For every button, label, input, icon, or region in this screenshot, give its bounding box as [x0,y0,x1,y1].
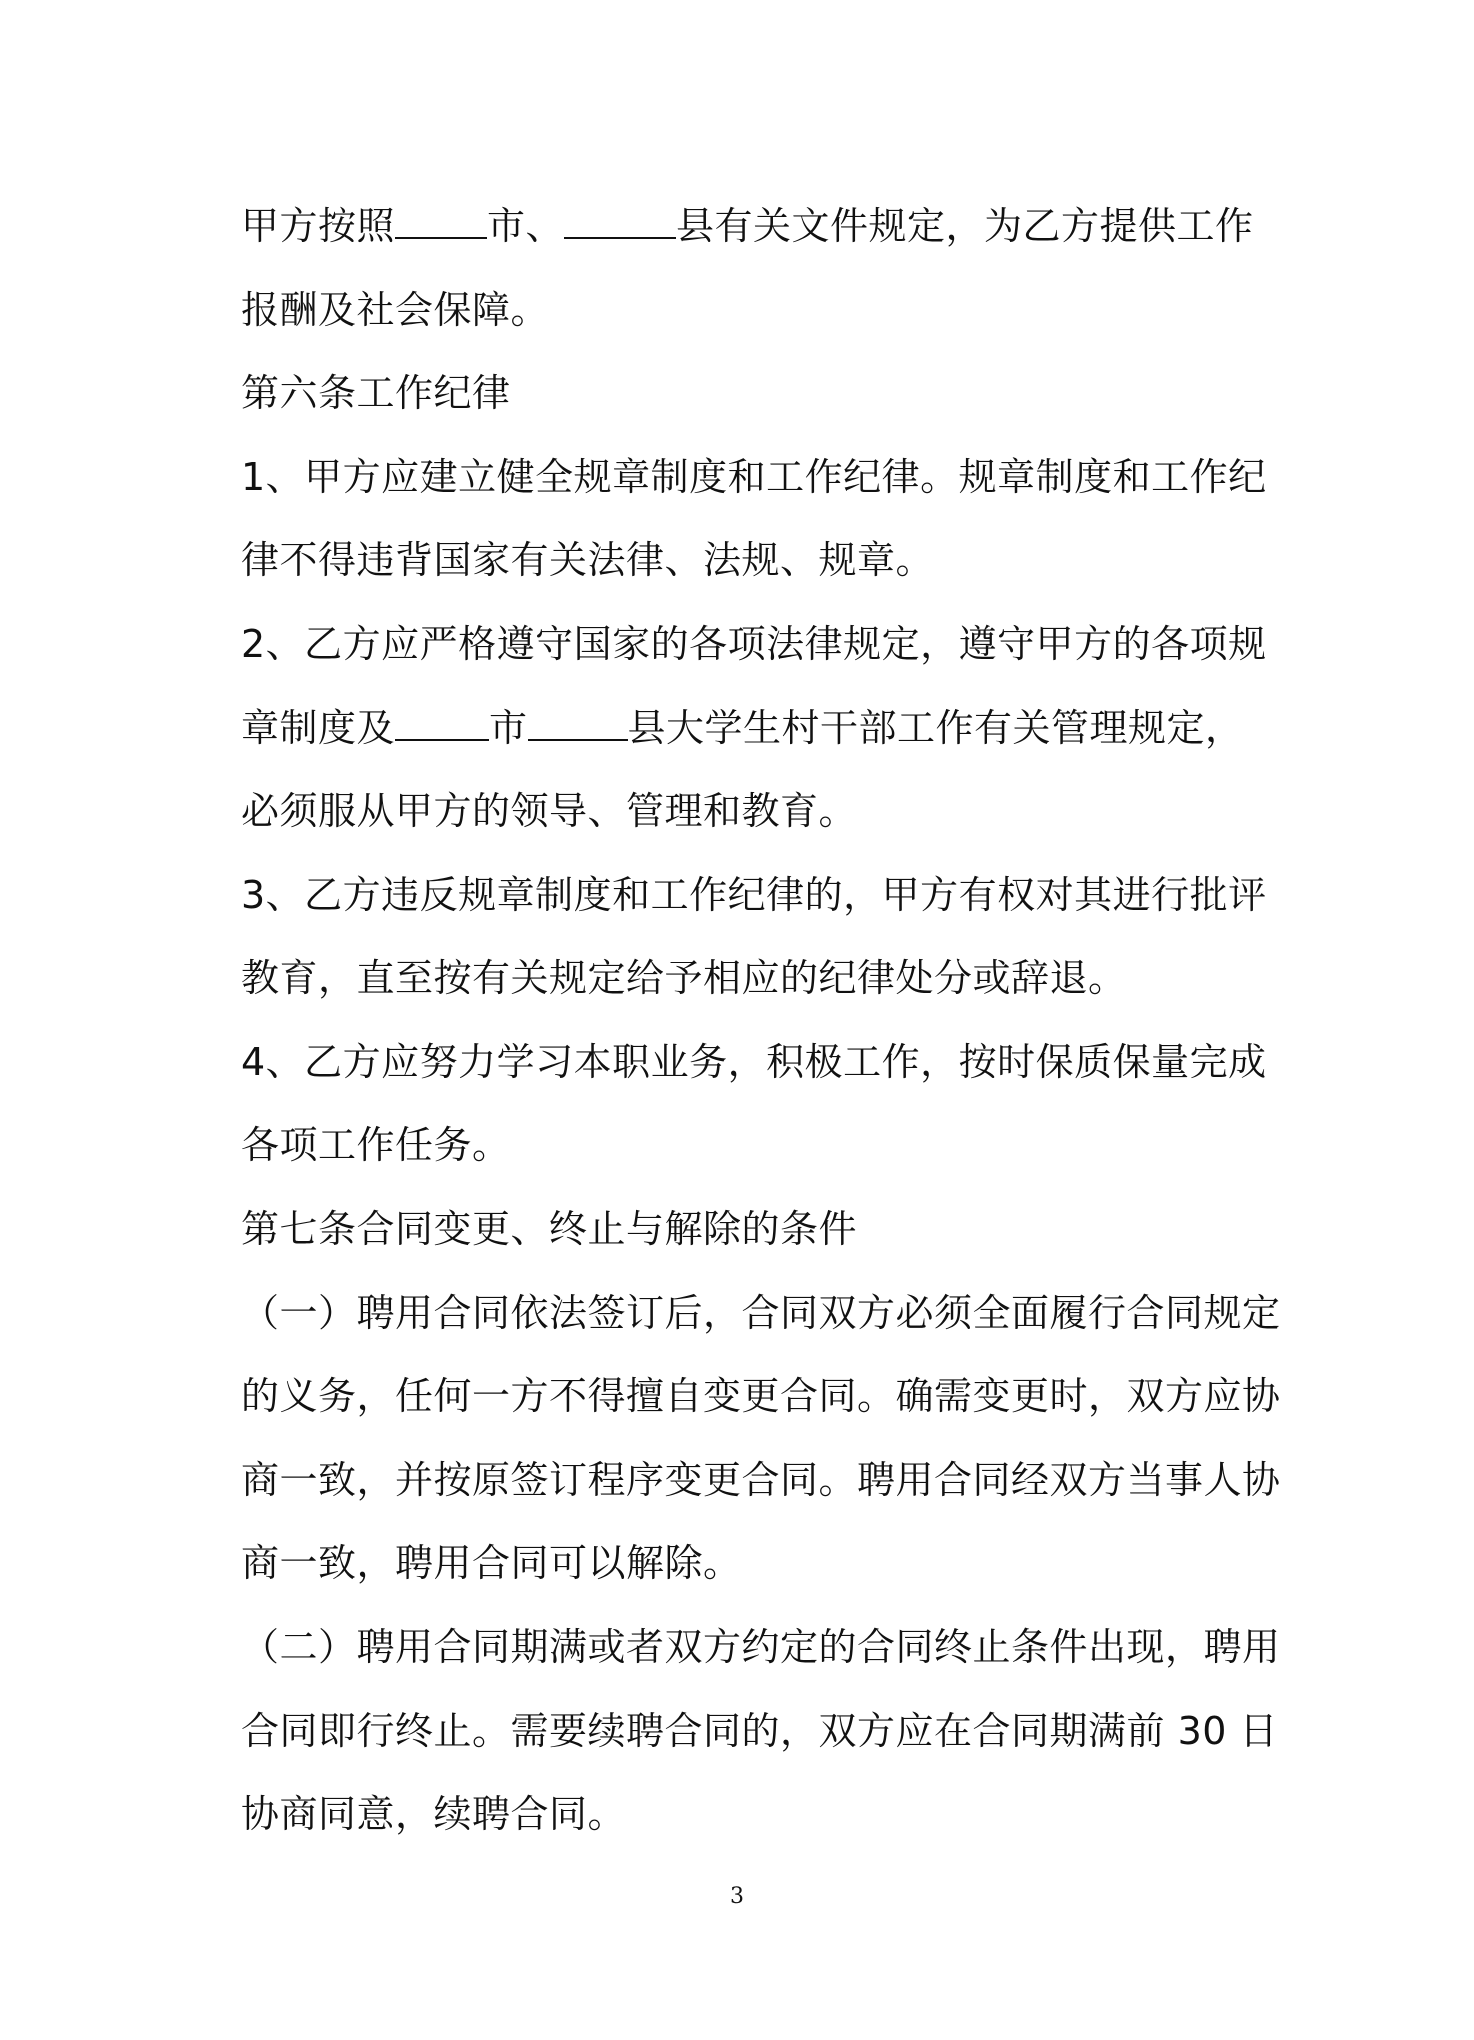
text-line-12: 各项工作任务。 [241,1123,511,1167]
text-line-20: 协商同意，续聘合同。 [241,1792,627,1836]
text-line-17: 商一致，聘用合同可以解除。 [241,1541,742,1585]
section-heading-article-7: 第七条合同变更、终止与解除的条件 [241,1207,858,1251]
text-line-1 [241,201,1254,251]
page-number: 3 [730,1884,744,1909]
text-line-5: 律不得违背国家有关法律、法规、规章。 [241,538,935,582]
blank-field-city-2 [395,703,489,741]
line-1-part-3: 县有关文件规定，为乙方提供工作 [676,204,1254,248]
line-1-part-2: 市、 [487,204,565,248]
blank-field-county-2 [528,703,628,741]
line-7-part-1: 章制度及 [241,706,396,750]
section-heading-article-6: 第六条工作纪律 [241,371,511,415]
text-line-6: 2、乙方应严格遵守国家的各项法律规定，遵守甲方的各项规 [241,622,1267,666]
text-line-16: 商一致，并按原签订程序变更合同。聘用合同经双方当事人协 [241,1458,1281,1502]
blank-field-county-1 [564,201,676,239]
text-line-15: 的义务，任何一方不得擅自变更合同。确需变更时，双方应协 [241,1374,1281,1418]
text-line-11: 4、乙方应努力学习本职业务，积极工作，按时保质保量完成 [241,1040,1267,1084]
text-line-10: 教育，直至按有关规定给予相应的纪律处分或辞退。 [241,956,1127,1000]
text-line-7 [241,703,1244,753]
text-line-9: 3、乙方违反规章制度和工作纪律的，甲方有权对其进行批评 [241,873,1267,917]
text-line-19: 合同即行终止。需要续聘合同的，双方应在合同期满前 30 日 [241,1709,1279,1753]
line-7-part-3: 县大学生村干部工作有关管理规定， [627,706,1244,750]
blank-field-city-1 [395,201,487,239]
text-line-4: 1、甲方应建立健全规章制度和工作纪律。规章制度和工作纪 [241,455,1267,499]
text-line-8: 必须服从甲方的领导、管理和教育。 [241,789,858,833]
line-7-part-2: 市 [489,706,528,750]
text-line-18: （二）聘用合同期满或者双方约定的合同终止条件出现，聘用 [241,1625,1281,1669]
line-1-part-1: 甲方按照 [241,204,396,248]
text-line-2: 报酬及社会保障。 [241,288,550,332]
text-line-14: （一）聘用合同依法签订后，合同双方必须全面履行合同规定 [241,1291,1281,1335]
